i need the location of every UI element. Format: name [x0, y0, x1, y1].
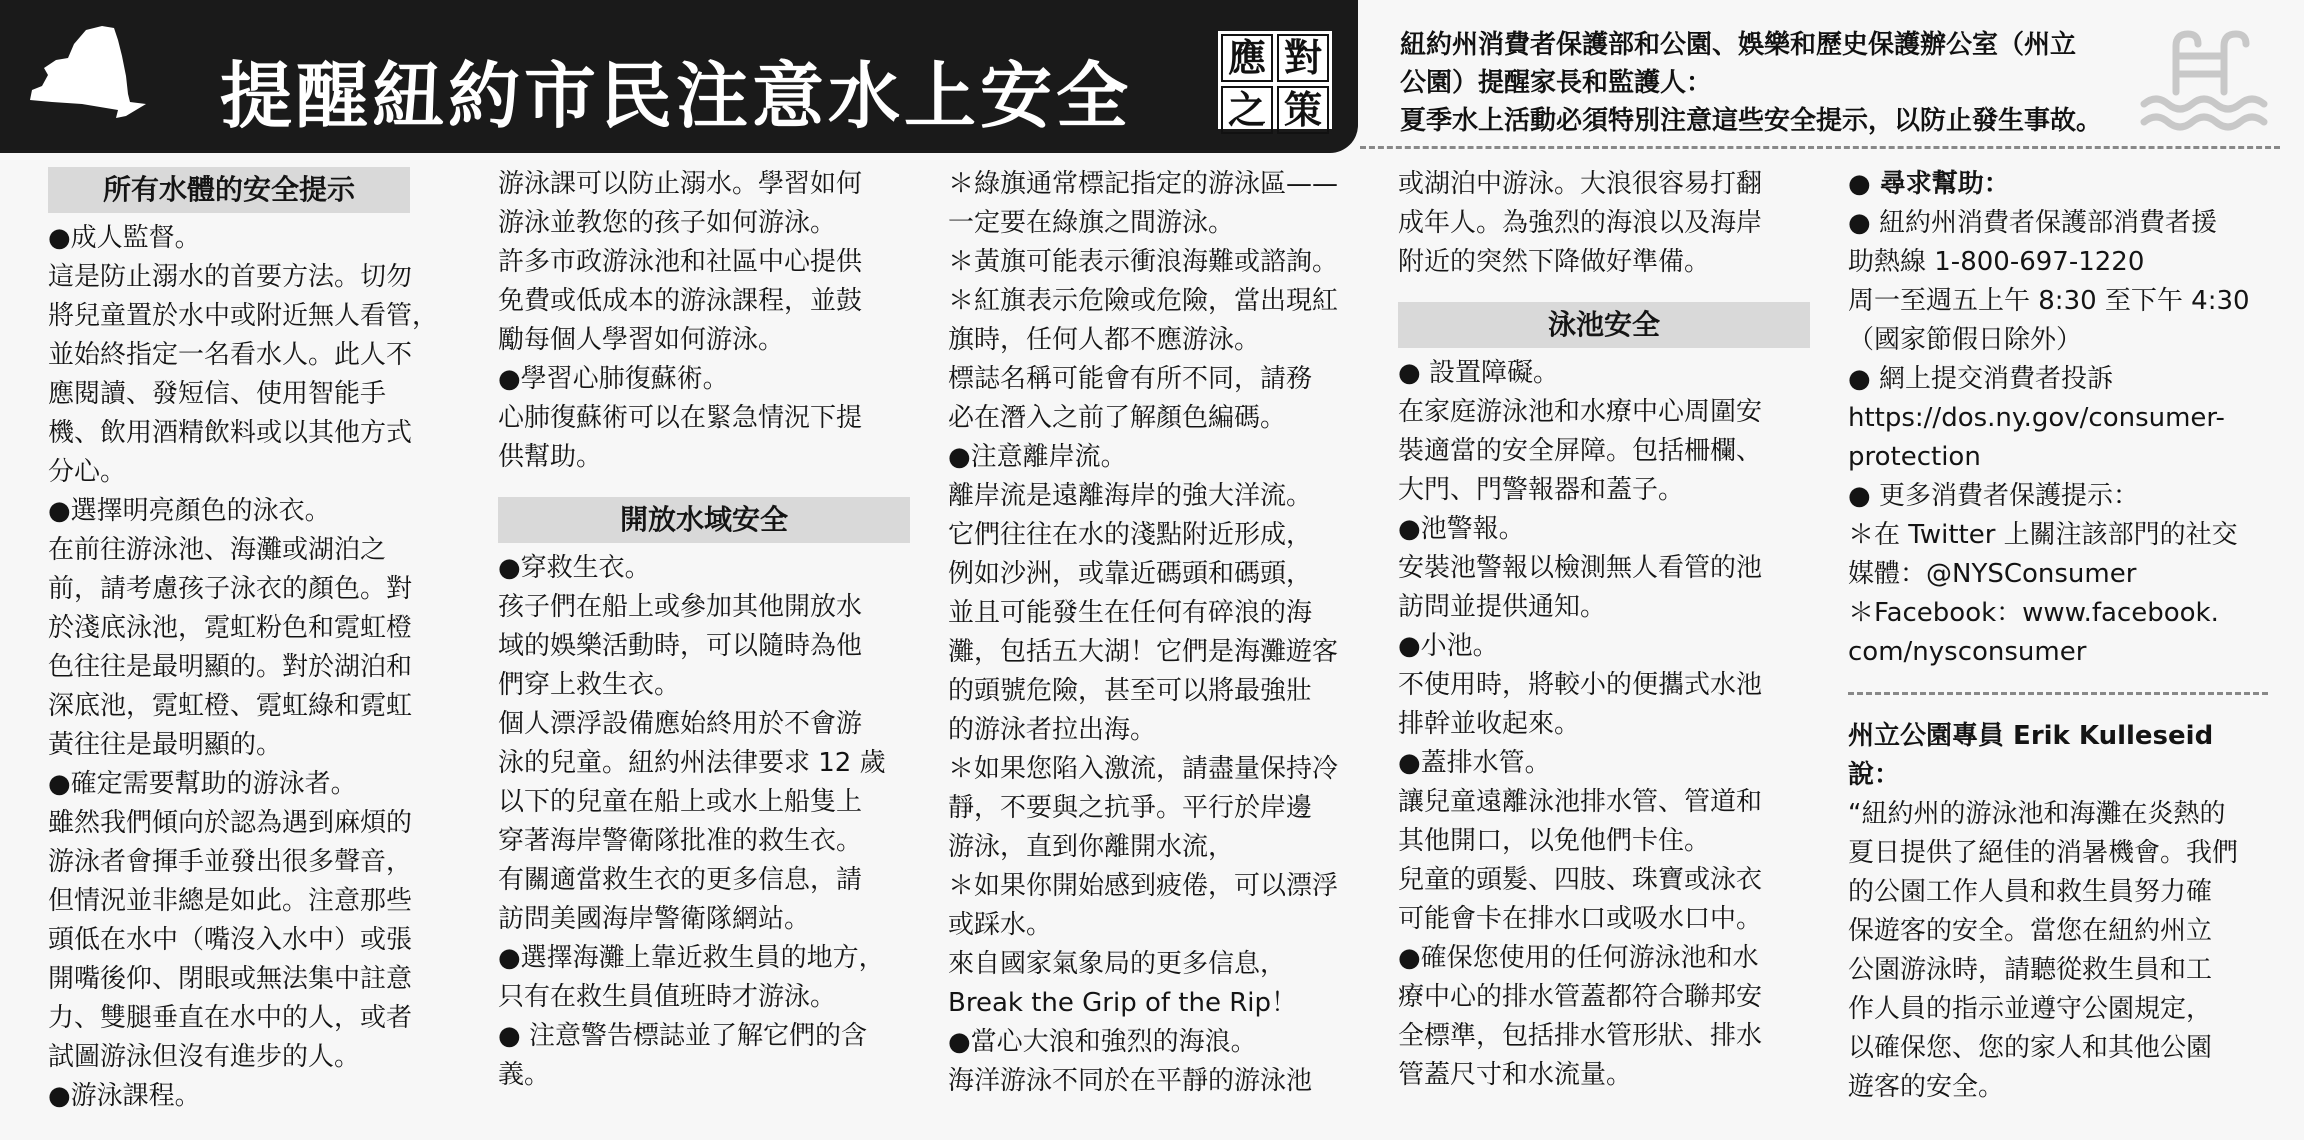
text-line: 安裝池警報以檢測無人看管的池: [1398, 553, 1763, 583]
section-divider: [1848, 692, 2268, 695]
text-line: 義。: [498, 1060, 551, 1090]
text-line: ●學習心肺復蘇術。: [498, 364, 729, 394]
text-line: ● 更多消費者保護提示：: [1848, 481, 2139, 511]
column-2: [498, 165, 910, 1095]
text-line: ●小池。: [1398, 631, 1499, 661]
text-line: 保遊客的安全。當您在紐約州立: [1848, 916, 2213, 946]
text-line: ＊綠旗通常標記指定的游泳區——: [948, 169, 1339, 199]
text-line: 媒體：@NYSConsumer: [1848, 559, 2137, 589]
text-line: 深底池，霓虹橙、霓虹綠和霓虹: [48, 691, 413, 721]
text-line: 灘，包括五大湖！它們是海灘遊客: [948, 637, 1339, 667]
text-line: 以確保您、您的家人和其他公園: [1848, 1033, 2213, 1063]
text-line: ＊黃旗可能表示衝浪海難或諮詢。: [948, 247, 1339, 277]
text-line: 以下的兒童在船上或水上船隻上: [498, 787, 863, 817]
text-line: 讓兒童遠離泳池排水管、管道和: [1398, 787, 1763, 817]
text-line: 免費或低成本的游泳課程，並鼓: [498, 286, 863, 316]
text-line: 心肺復蘇術可以在緊急情況下提: [498, 403, 863, 433]
text-line: “紐約州的游泳池和海灘在炎熱的: [1848, 799, 2226, 829]
page-title: 提醒紐約市民注意水上安全: [220, 54, 1133, 138]
text-line: ●確定需要幫助的游泳者。: [48, 769, 357, 799]
text-line: 助熱線 1-800-697-1220: [1848, 247, 2145, 277]
text-line: ＊如果你開始感到疲倦，可以漂浮: [948, 871, 1339, 901]
headline-banner: [0, 0, 1358, 153]
text-line: 旗時，任何人都不應游泳。: [948, 325, 1261, 355]
text-line: 在前往游泳池、海灘或湖泊之: [48, 535, 387, 565]
column-2-text-top: [498, 165, 910, 477]
section-heading: 開放水域安全: [498, 497, 910, 543]
text-line: 成年人。為強烈的海浪以及海岸: [1398, 208, 1763, 238]
text-line: 分心。: [48, 457, 127, 487]
text-line: 遊客的安全。: [1848, 1072, 2005, 1102]
text-line: 力、雙腿垂直在水中的人，或者: [48, 1003, 413, 1033]
text-line: ●池警報。: [1398, 514, 1525, 544]
text-line: com/nysconsumer: [1848, 637, 2087, 667]
text-line: 供幫助。: [498, 442, 603, 472]
text-line: （國家節假日除外）: [1848, 325, 2083, 355]
column-5: [1848, 165, 2268, 1107]
column-1: [48, 165, 460, 1116]
text-line: 附近的突然下降做好準備。: [1398, 247, 1711, 277]
text-line: 訪問美國海岸警衛隊網站。: [498, 904, 811, 934]
text-line: ●蓋排水管。: [1398, 748, 1551, 778]
text-line: ● 網上提交消費者投訴: [1848, 364, 2113, 394]
intro-text: [1400, 26, 2160, 140]
text-line: 在家庭游泳池和水療中心周圍安: [1398, 397, 1763, 427]
text-line: 標誌名稱可能會有所不同，請務: [948, 364, 1313, 394]
text-line: 一定要在綠旗之間游泳。: [948, 208, 1235, 238]
text-line: 大門、門警報器和蓋子。: [1398, 475, 1685, 505]
text-line: 周一至週五上午 8:30 至下午 4:30: [1848, 286, 2250, 316]
text-line: 兒童的頭髮、四肢、珠寶或泳衣: [1398, 865, 1763, 895]
text-line: 並且可能發生在任何有碎浪的海: [948, 598, 1313, 628]
text-line: 雖然我們傾向於認為遇到麻煩的: [48, 808, 413, 838]
text-line: 應閱讀、發短信、使用智能手: [48, 379, 387, 409]
text-line: 作人員的指示並遵守公園規定，: [1848, 994, 2213, 1024]
text-line: 只有在救生員值班時才游泳。: [498, 982, 837, 1012]
tag-char: 對: [1277, 34, 1329, 82]
column-4: [1398, 165, 1810, 1095]
text-line: ●游泳課程。: [48, 1081, 201, 1111]
text-line: 的頭號危險，甚至可以將最強壯: [948, 676, 1313, 706]
text-line: 游泳課可以防止溺水。學習如何: [498, 169, 863, 199]
tag-char: 策: [1277, 86, 1329, 134]
text-line: ● 紐約州消費者保護部消費者援: [1848, 208, 2217, 238]
text-line: 靜，不要與之抗爭。平行於岸邊: [948, 793, 1313, 823]
text-line: ＊Facebook：www.facebook.: [1848, 598, 2219, 628]
text-line: ＊如果您陷入激流，請盡量保持冷: [948, 754, 1339, 784]
header-divider: [1360, 146, 2280, 149]
tag-char: 之: [1221, 86, 1273, 134]
text-line: 或踩水。: [948, 910, 1053, 940]
text-line: 排幹並收起來。: [1398, 709, 1581, 739]
text-line: 海洋游泳不同於在平靜的游泳池: [948, 1066, 1313, 1096]
text-line: 前，請考慮孩子泳衣的顏色。對: [48, 574, 413, 604]
text-line: 療中心的排水管蓋都符合聯邦安: [1398, 982, 1763, 1012]
text-line: 域的娛樂活動時，可以隨時為他: [498, 631, 863, 661]
text-line: 來自國家氣象局的更多信息，: [948, 949, 1287, 979]
text-line: ● 注意警告標誌並了解它們的含: [498, 1021, 867, 1051]
text-line: ●注意離岸流。: [948, 442, 1127, 472]
text-line: 例如沙洲，或靠近碼頭和碼頭，: [948, 559, 1313, 589]
text-line: 全標準，包括排水管形狀、排水: [1398, 1021, 1763, 1051]
text-line: protection: [1848, 442, 1981, 472]
text-line: ● 設置障礙。: [1398, 358, 1559, 388]
text-line: 的公園工作人員和救生員努力確: [1848, 877, 2213, 907]
text-line: 許多市政游泳池和社區中心提供: [498, 247, 863, 277]
text-line: 於淺底泳池，霓虹粉色和霓虹橙: [48, 613, 413, 643]
text-line: 們穿上救生衣。: [498, 670, 681, 700]
intro-line: 紐約州消費者保護部和公園、娛樂和歷史保護辦公室（州立: [1400, 30, 2077, 60]
quote-heading: 州立公園專員 Erik Kulleseid 說：: [1848, 721, 2214, 790]
text-line: 或湖泊中游泳。大浪很容易打翻: [1398, 169, 1763, 199]
text-line: 有關適當救生衣的更多信息，請: [498, 865, 863, 895]
column-3: [948, 165, 1360, 1101]
swimming-pool-icon: [2138, 22, 2268, 140]
quote-text: [1848, 795, 2268, 1107]
text-line: 公園游泳時，請聽從救生員和工: [1848, 955, 2213, 985]
section-heading: 所有水體的安全提示: [48, 167, 410, 213]
text-line: 機、飲用酒精飲料或以其他方式: [48, 418, 413, 448]
text-line: 將兒童置於水中或附近無人看管，: [48, 301, 439, 331]
intro-line: 夏季水上活動必須特別注意這些安全提示，以防止發生事故。: [1400, 106, 2103, 136]
text-line: ●穿救生衣。: [498, 553, 651, 583]
text-line: 這是防止溺水的首要方法。切勿: [48, 262, 413, 292]
text-line: 可能會卡在排水口或吸水口中。: [1398, 904, 1763, 934]
intro-line: 公園）提醒家長和監護人：: [1400, 68, 1713, 98]
column-4-text-top: [1398, 165, 1810, 282]
text-line: 裝適當的安全屏障。包括柵欄、: [1398, 436, 1763, 466]
text-line: 色往往是最明顯的。對於湖泊和: [48, 652, 413, 682]
section-heading: 泳池安全: [1398, 302, 1810, 348]
text-line: 勵每個人學習如何游泳。: [498, 325, 785, 355]
text-line: 游泳並教您的孩子如何游泳。: [498, 208, 837, 238]
text-line: Break the Grip of the Rip！: [948, 988, 1298, 1018]
text-line: 的游泳者拉出海。: [948, 715, 1157, 745]
text-line: 頭低在水中（嘴沒入水中）或張: [48, 925, 413, 955]
text-line: 穿著海岸警衛隊批准的救生衣。: [498, 826, 863, 856]
text-line: 個人漂浮設備應始終用於不會游: [498, 709, 863, 739]
text-line: 訪問並提供通知。: [1398, 592, 1607, 622]
text-line: 泳的兒童。紐約州法律要求 12 歲: [498, 748, 886, 778]
column-2-text-bottom: [498, 549, 910, 1095]
text-line: 必在潛入之前了解顏色編碼。: [948, 403, 1287, 433]
text-line: 黃往往是最明顯的。: [48, 730, 283, 760]
text-line: 游泳者會揮手並發出很多聲音，: [48, 847, 413, 877]
text-line: 它們往往在水的淺點附近形成，: [948, 520, 1313, 550]
text-line: 其他開口，以免他們卡住。: [1398, 826, 1711, 856]
text-line: 並始終指定一名看水人。此人不: [48, 340, 413, 370]
text-line: 試圖游泳但沒有進步的人。: [48, 1042, 361, 1072]
text-line: ＊在 Twitter 上關注該部門的社交: [1848, 520, 2238, 550]
text-line: 但情況並非總是如此。注意那些: [48, 886, 413, 916]
text-line: 孩子們在船上或參加其他開放水: [498, 592, 863, 622]
help-text: [1848, 204, 2268, 672]
text-line: ●當心大浪和強烈的海浪。: [948, 1027, 1257, 1057]
column-1-text: [48, 219, 460, 1116]
text-line: ●確保您使用的任何游泳池和水: [1398, 943, 1759, 973]
help-heading: ● 尋求幫助：: [1848, 169, 2010, 199]
new-york-state-icon: [22, 20, 152, 135]
column-4-text-bottom: [1398, 354, 1810, 1095]
text-line: ●選擇明亮顏色的泳衣。: [48, 496, 331, 526]
text-line: ＊紅旗表示危險或危險，當出現紅: [948, 286, 1339, 316]
text-line: 開嘴後仰、閉眼或無法集中註意: [48, 964, 413, 994]
text-line: ●選擇海灘上靠近救生員的地方，: [498, 943, 885, 973]
text-line: ●成人監督。: [48, 223, 201, 253]
text-line: 管蓋尺寸和水流量。: [1398, 1060, 1633, 1090]
text-line: 不使用時，將較小的便攜式水池: [1398, 670, 1763, 700]
text-line: 離岸流是遠離海岸的強大洋流。: [948, 481, 1313, 511]
text-line: https://dos.ny.gov/consumer-: [1848, 403, 2225, 433]
column-tag: [1215, 28, 1335, 132]
text-line: 游泳，直到你離開水流，: [948, 832, 1235, 862]
tag-char: 應: [1221, 34, 1273, 82]
text-line: 夏日提供了絕佳的消暑機會。我們: [1848, 838, 2239, 868]
column-3-text: [948, 165, 1360, 1101]
